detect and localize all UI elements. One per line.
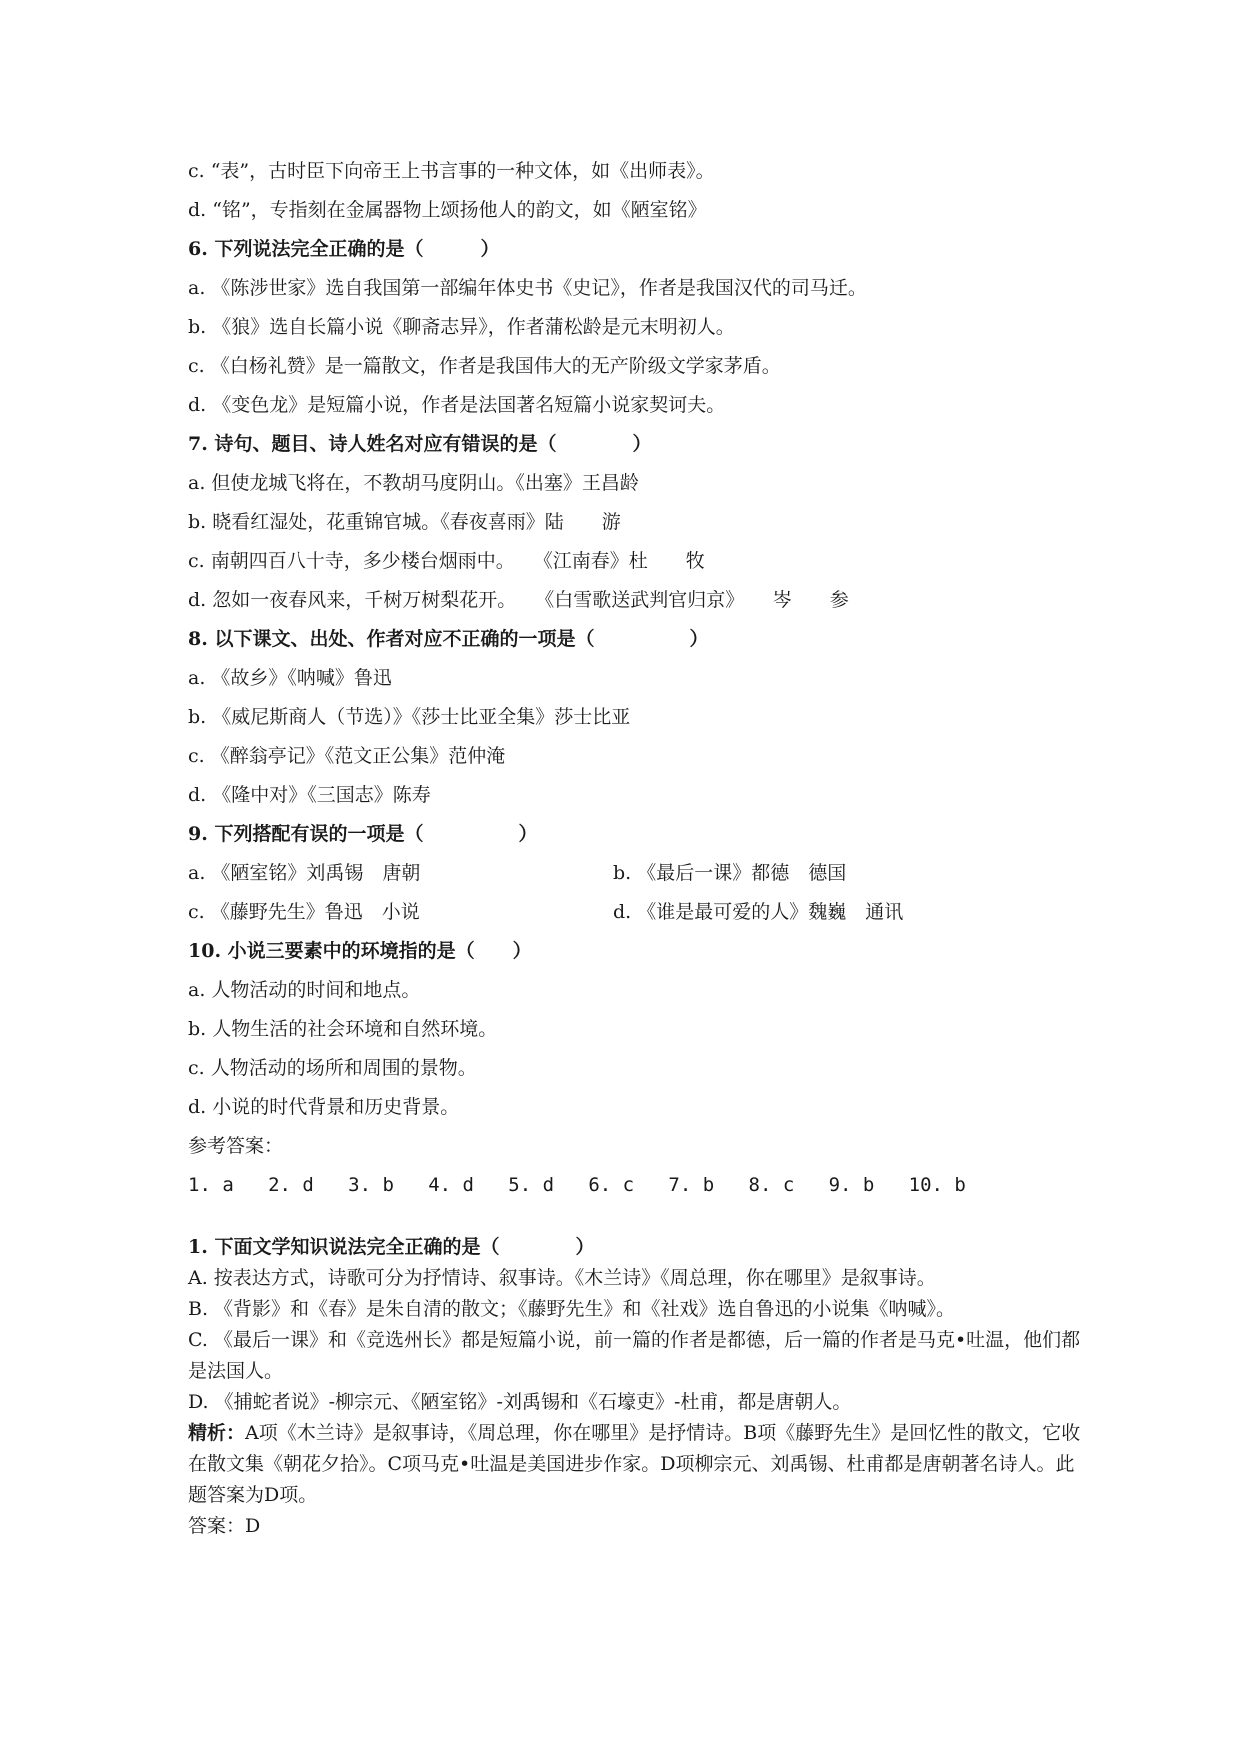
question-6-option-a: a. 《陈涉世家》选自我国第一部编年体史书《史记》，作者是我国汉代的司马迁。 bbox=[188, 277, 867, 299]
question-6-stem: 6. 下列说法完全正确的是（ ） bbox=[188, 238, 500, 260]
analysis-label: 精析： bbox=[188, 1422, 246, 1444]
question-7-option-c: c. 南朝四百八十寺，多少楼台烟雨中。 《江南春》杜 牧 bbox=[188, 550, 705, 572]
example-option-d: D. 《捕蛇者说》-柳宗元、《陋室铭》-刘禹锡和《石壕吏》-杜甫，都是唐朝人。 bbox=[188, 1391, 852, 1413]
question-9-stem: 9. 下列搭配有误的一项是（ ） bbox=[188, 823, 538, 845]
question-9-option-d: d. 《谁是最可爱的人》魏巍 通讯 bbox=[613, 901, 904, 923]
option-line: d. “铭”，专指刻在金属器物上颂扬他人的韵文，如《陋室铭》 bbox=[188, 199, 707, 221]
analysis-paragraph bbox=[188, 1418, 1088, 1511]
question-8-option-b: b. 《威尼斯商人（节选）》《莎士比亚全集》莎士比亚 bbox=[188, 706, 631, 728]
question-7-option-d: d. 忽如一夜春风来，千树万树梨花开。 《白雪歌送武判官归京》 岑 参 bbox=[188, 589, 849, 611]
question-9-option-b: b. 《最后一课》都德 德国 bbox=[613, 862, 847, 884]
document-page bbox=[188, 158, 1088, 1542]
question-10-stem: 10. 小说三要素中的环境指的是（ ） bbox=[188, 940, 532, 962]
question-8-option-c: c. 《醉翁亭记》《范文正公集》范仲淹 bbox=[188, 745, 506, 767]
question-9-options-row-2 bbox=[188, 899, 1088, 925]
option-line: c. “表”，古时臣下向帝王上书言事的一种文体，如《出师表》。 bbox=[188, 160, 715, 182]
question-9-option-a: a. 《陋室铭》刘禹锡 唐朝 bbox=[188, 862, 421, 884]
question-8-stem: 8. 以下课文、出处、作者对应不正确的一项是（ ） bbox=[188, 628, 709, 650]
question-6-option-b: b. 《狼》选自长篇小说《聊斋志异》，作者蒲松龄是元末明初人。 bbox=[188, 316, 735, 338]
question-10-option-a: a. 人物活动的时间和地点。 bbox=[188, 979, 421, 1001]
example-answer: 答案：D bbox=[188, 1515, 261, 1537]
example-option-c: C. 《最后一课》和《竞选州长》都是短篇小说，前一篇的作者是都德，后一篇的作者是马克•吐温，他们都是法国人。 bbox=[188, 1329, 1081, 1382]
answer-key-line: 1. a 2. d 3. b 4. d 5. d 6. c 7. b 8. c 9. b 10. b bbox=[188, 1174, 966, 1196]
question-10-option-d: d. 小说的时代背景和历史背景。 bbox=[188, 1096, 460, 1118]
question-10-option-b: b. 人物生活的社会环境和自然环境。 bbox=[188, 1018, 498, 1040]
example-question-stem: 1. 下面文学知识说法完全正确的是（ ） bbox=[188, 1236, 595, 1258]
question-10-option-c: c. 人物活动的场所和周围的景物。 bbox=[188, 1057, 477, 1079]
question-8-option-d: d. 《隆中对》《三国志》陈寿 bbox=[188, 784, 431, 806]
example-option-a: A. 按表达方式，诗歌可分为抒情诗、叙事诗。《木兰诗》《周总理，你在哪里》是叙事诗。 bbox=[188, 1267, 936, 1289]
example-option-b: B. 《背影》和《春》是朱自清的散文；《藤野先生》和《社戏》选自鲁迅的小说集《呐喊》。 bbox=[188, 1298, 956, 1320]
question-9-option-c: c. 《藤野先生》鲁迅 小说 bbox=[188, 901, 420, 923]
question-9-options-row-1 bbox=[188, 860, 1088, 886]
answer-key-heading: 参考答案： bbox=[188, 1135, 284, 1157]
question-7-stem: 7. 诗句、题目、诗人姓名对应有错误的是（ ） bbox=[188, 433, 652, 455]
analysis-text: A项《木兰诗》是叙事诗，《周总理，你在哪里》是抒情诗。B项《藤野先生》是回忆性的散文，它收在散文集《朝花夕拾》。C项马克•吐温是美国进步作家。D项柳宗元、刘禹锡、杜甫都是唐朝著名诗人。此题答案为D项。 bbox=[188, 1422, 1081, 1506]
question-7-option-b: b. 晓看红湿处，花重锦官城。《春夜喜雨》陆 游 bbox=[188, 511, 621, 533]
question-8-option-a: a. 《故乡》《呐喊》鲁迅 bbox=[188, 667, 392, 689]
worked-example bbox=[188, 1232, 1088, 1542]
question-7-option-a: a. 但使龙城飞将在，不教胡马度阴山。《出塞》王昌龄 bbox=[188, 472, 639, 494]
question-6-option-c: c. 《白杨礼赞》是一篇散文，作者是我国伟大的无产阶级文学家茅盾。 bbox=[188, 355, 781, 377]
question-6-option-d: d. 《变色龙》是短篇小说，作者是法国著名短篇小说家契诃夫。 bbox=[188, 394, 726, 416]
